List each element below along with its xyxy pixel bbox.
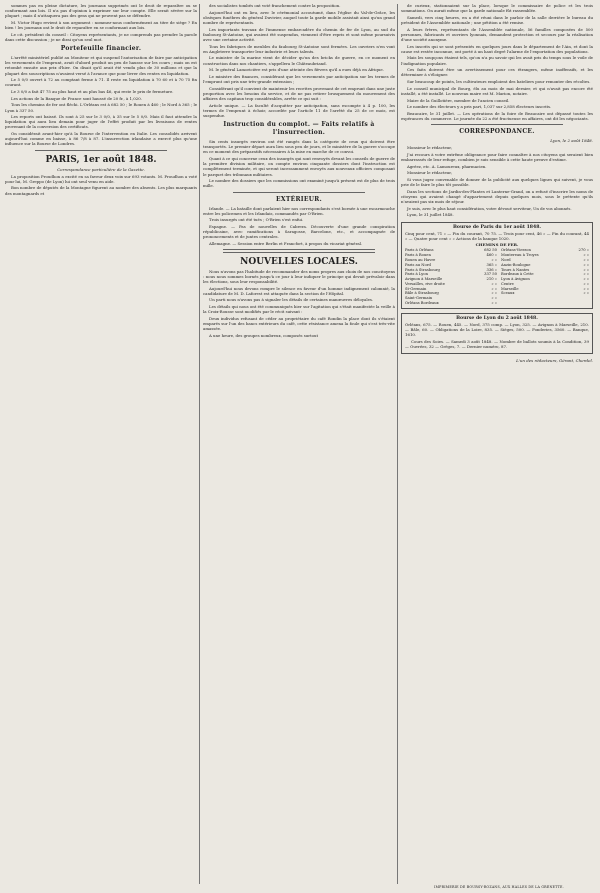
chemin-value: » » (491, 286, 497, 291)
chemin-name: St-Germain (405, 286, 427, 291)
chemin-name: Anzin-Boulogne (501, 262, 531, 267)
section-heading-exterieur: EXTÉRIEUR. (276, 195, 322, 203)
signature: L'un des rédacteurs, Gérant, Cherdel. (516, 357, 593, 363)
chemin-name: Bâle à Strasbourg (405, 291, 439, 296)
paragraph: Beaucaire, le 31 juillet. — Les opérations de la foire de Beaucaire ont dépassé toutes les espérances du commerce. Le journée du 22 a été fructueuse en affaires, ont dit les négociants. (401, 110, 593, 121)
paragraph: Les actions de la Banque de France sont haussé de 20 fr., à 1,020. (11, 95, 142, 101)
paragraph: des socialistes tombés ont voté franchement contre la proposition. (209, 3, 341, 8)
paragraph: M. Victor Hugo revient à son argument : nommez-nous conformément au titre de siège ? En bien ! les journaux ont le droit de reparaître en se conformant aux lois. (5, 19, 197, 31)
chemin-value: 270 » (578, 248, 589, 253)
chemin-name: Orléans Bordeaux (405, 301, 439, 306)
paragraph: Le nombre des dossiers que les commissions ont examiné jusqu'à présent est de plus de trois mille. (203, 178, 395, 189)
chemin-value: » » (583, 286, 589, 291)
paragraph: Espagne. — Pas de nouvelles de Cabrera. Découverte d'une grande conspiration républicaine, avec ramifications à Saragosse, Barcelone, etc., et accompagnée de prononcements et de juntes centrales. (203, 224, 395, 240)
column-1 (5, 3, 197, 885)
chemin-value: » » (583, 253, 589, 258)
paragraph: de curieux, stationnaient sur la place, lorsque le commissaire de police et les trois sommations. On aurait même que la garde nationale fût rassemblée. (401, 3, 593, 14)
paragraph: Considérant qu'il convient de maintenir les recettes provenant de cet emprunt dans une juste proportion avec les besoins du service, et de ne pas retirer brusquement du mouvement des affaires des capitaux trop considérables, arrête ce qui suit : (203, 85, 395, 101)
chemin-name: Tours à Nantes (501, 267, 530, 272)
chemin-value: 460 » (486, 253, 497, 258)
paragraph: Irlande. — La bataille dont parlaient hier nos correspondants s'est bornée à une escarmouche entre les policemen et les Irlandais, commandés par O'Brien. (203, 205, 395, 216)
chemins-right-list (501, 248, 589, 296)
paragraph: La proposition Proudhon a excité en sa faveur deux voix sur 693 votants. M. Proudhon a voté pour lui, M. Greppo (de Lyon) lui ont seul venu en aide. (5, 173, 197, 184)
chemin-value: 365 » (486, 262, 497, 267)
chemin-value: 337 50 (484, 272, 497, 277)
chemin-value: » » (583, 262, 589, 267)
paragraph: Samedi, vers cinq heures, en a été réuni dans le parloir de la salle derrière le bureau du président de l'Assemblée nationale ; une pétition a été remise. (401, 14, 593, 25)
paragraph: Dans les sections de Jardin-des-Plantes et Lanterne-Grand, on a refusé d'inscrire les noms de citoyens qui avaient changé d'appartement depuis quelques mois, sous le prétexte qu'ils n'avaient pas six mois de séjour. (401, 188, 593, 205)
chemin-name: Saint-Germain (405, 296, 433, 301)
paragraph: Tous les fabriques de meubles du faubourg St-Antoine sont fermées. Les ouvriers n'en vont en Angleterre transporter leur industrie et leurs talents. (203, 43, 395, 54)
paragraph: Six cents insurgés environ ont été rangés dans la catégorie de ceux qui doivent être transportés. Le premier départ aura lieu sous peu de jours, et le ministère de la guerre s'occupe en ce moment des préparatifs nécessaires à la mise en marche de ce convoi. (203, 139, 395, 155)
chemin-value: » » (583, 272, 589, 277)
chemin-name: Montereau à Troyes (501, 253, 539, 258)
chemin-value: 336 » (486, 267, 497, 272)
paragraph: Le 3 0/0 a fait 47 75 au plus haut et au plus bas 46, qui reste le prix de fermeture. (11, 89, 174, 95)
paragraph: Les reports ont baissé. Ils sont à 25 sur le 3 0/0, à 35 sur le 5 0/0. Mais il faut attendre la liquidation qui aura lieu demain pour juger de l'effet produit par les livraisons de rentes provenant de la conversion des certificats. (5, 114, 197, 130)
chemin-value: » » (583, 281, 589, 286)
paragraph: Le conseil municipal de Bourg, élu au mois de mai dernier, et qui n'avait pas encore été installé, a été installé. Le nouveau maire est M. Marion, notaire. (401, 85, 593, 96)
paragraph: Les importants travaux de l'immense embarcadère du chemin de fer de Lyon, au sud du faubourg St-Antoine, qui avaient été suspendus, viennent d'être repris et sont même poursuivis avec une certaine activité. (203, 26, 395, 42)
chemin-name: Nord (501, 257, 511, 262)
paragraph: sommes pas en pleine dictature, les journaux supprimés ont le droit de reparaître ou se conformant aux lois. Il n'a pas d'opinion à exprimer sur leur compte. Elle serait sévère sur la plupart ; mais il n'attaquera pas des gens qui ne peuvent pas se défendre. (5, 3, 197, 19)
chemin-value: » » (583, 291, 589, 296)
paragraph: Le nombre des électeurs y a pris part, 1,037 sur 2,858 électeurs inscrits. (407, 104, 552, 110)
paragraph: Tous les chemins de fer ont fléchi. L'Orléans est à 682 50 ; le Rouen à 460 ; le Nord à 365 ; le Lyon à 337 50. (5, 102, 197, 113)
paragraph: Maire de la Guillotière, membre de l'ancien conseil. (407, 97, 510, 103)
paragraph: A une heure, des groupes nombreux, composés surtout (209, 332, 319, 338)
chemin-value: » » (491, 296, 497, 301)
section-heading-correspondance: CORRESPONDANCE. (459, 128, 535, 136)
paragraph: M. le général Lamoricière est pris d'une atteinte des fièvres qu'il a eues déjà en Afrique. (209, 67, 384, 73)
chemin-name: Bordeaux à Cette (501, 272, 534, 277)
chemin-value: » » (491, 281, 497, 286)
paragraph: Aujourd'hui nous devons rompre le silence en faveur d'un homme indignement calomnié, la candidature de M. D. Laforest est attaquée dans la section de l'Hôpital. (203, 285, 395, 296)
chemin-value: » » (491, 301, 497, 306)
paragraph: Lyon, le 31 juillet 1848. (407, 212, 454, 218)
divider (431, 124, 563, 125)
paragraph: Sur beaucoup de points, les cultivateurs emploient des bateliers pour remonter des récoltes. (407, 79, 591, 85)
chemin-name: Paris au Nord (405, 262, 431, 267)
paragraph: Les détails qui nous ont été communiqués hier sur l'agitation qui s'était manifestée la veille à la Croix-Rousse sont modifiés par le récit suivant : (203, 304, 395, 315)
subheading: Correspondance particulière de la Gazette. (57, 166, 145, 172)
paragraph: Article unique. — La faculté d'acquitter par anticipation, sans escompte à 4 p. 100, les termes de l'emprunt à échoir, accordée par l'article 11 de l'arrêté du 25 de ce mois, est suspendue. (203, 102, 395, 118)
paragraph: Monsieur le rédacteur, (407, 145, 452, 151)
chemins-left-list (405, 248, 497, 306)
chemins-table (405, 248, 589, 306)
chemin-value: » » (583, 277, 589, 282)
chemin-name: Sceaux (501, 291, 515, 296)
chemin-name: Paris à Orléans (405, 248, 434, 253)
paragraph: Bon nombre de députés de la Montagne figurent au nombre des absents. Les plus marquants des montagnards et (5, 185, 197, 196)
chemins-title: CHEMINS DE FER. (475, 242, 519, 248)
paragraph: Les inscrits qui se sont présentés en quelques jours dans le département de l'Ain, et dont la cause est restée inconnue, ont porté à un haut degré l'alarme de l'exportation des populations. (401, 43, 593, 54)
bourse-lyon-quotes: Orléans, 675. — Rouen, 445. — Nord, 375 comp. — Lyon, 325. — Avignon à Marseille, 210. — Bâle, 60. — Obligations de la Loire, 835. — Sièges, 500. — Fonderies, 3560. — Banque, 1610. (405, 321, 589, 338)
paragraph: L'arrêté ministériel publié au Moniteur et qui suspend l'autorisation de faire par anticipation les versements de l'emprunt, avait d'abord produit un peu de hausse sur les cours ; mais on est retombé ensuite aux prix d'hier. On disait qu'il avait été vendu plus de 30 millions et que la plupart des souscriptions n'avaient versé à l'avance que pour livrer des rentes en liquidation. (5, 55, 197, 76)
section-heading-paris: PARIS, 1er août 1848. (45, 154, 157, 165)
paragraph: Le cit. président du conseil : Citoyens représentants, je ne comprends pas prendre la parole dans cette discussion ; je ne dirai qu'un seul mot. (5, 31, 197, 42)
chemin-value: » » (491, 291, 497, 296)
column-rule (199, 4, 200, 884)
chemin-name: Marseille (501, 286, 519, 291)
paragraph: Si vous jugez convenable de donner de la publicité aux quelques lignes qui suivent, je vous prie de le faire le plus tôt possible. (401, 176, 593, 188)
paragraph: Nous n'avons pas l'habitude de recommander des noms propres aux choix de nos concitoyens : nous nous sommes bornés jusqu'à ce jour à leur indiquer le principe qui devait prévaloir dans les élections, sous leur responsabilité. (203, 268, 395, 284)
chemin-name: Paris à Lyon (405, 272, 428, 277)
column-3 (401, 3, 593, 885)
section-heading-instruction: Instruction du complot. — Faits relatifs à l'insurrection. (223, 121, 375, 137)
paragraph: Allemagne. — Session entre Berlin et Francfort, à propos du vicariat général. (209, 240, 363, 246)
paragraph: J'ai recours à votre extrême obligeance pour faire connaître à nos citoyens qui seraient bien embarrassés de leur refuge, combien je suis sensible à cette haute preuve d'estime. (401, 151, 593, 162)
column-rule (397, 4, 398, 884)
chemin-name: Orléans-Vierzon (501, 248, 531, 253)
column-2 (203, 3, 395, 885)
paragraph: Deux individus refusant de céder au propriétaire du café Rondin la place dont ils s'étaient emparés sur l'un des bancs extérieurs du café, cette résistance amena la foule qui s'est très-vite amassée. (203, 315, 395, 332)
section-heading-finance: Portefeuille financier. (60, 45, 142, 53)
paragraph: Mais les soupçons étaient tels, qu'on n'a pu savoir qui les avait pris du temps sous le voile de l'indignation populaire. (401, 55, 593, 66)
chemin-name: Paris à Rouen (405, 253, 431, 258)
divider (223, 249, 375, 253)
chemin-value: 210 » (486, 277, 497, 282)
bourse-paris-box (401, 222, 593, 309)
paragraph: Le ministre de la marine vient de décider qu'un des bricks de guerre, en ce moment en construction dans nos chantiers, s'appellera le Châteaubriand. (203, 55, 395, 66)
bourse-paris-title: Bourse de Paris du 1er août 1848. (453, 224, 541, 230)
paragraph: Monsieur le rédacteur, (407, 170, 452, 176)
paragraph: Je suis, avec le plus haut considération, votre dévoué serviteur, Un de vos abonnés. (407, 205, 572, 211)
paragraph: A leurs frères, représentants de l'Assemblée nationale, 56 familles composées de 500 personnes, fabricants et ouvriers lyonnais, demandent protection et secours par la réalisation d'une société anonyme. (401, 26, 593, 42)
chemin-row (501, 291, 589, 296)
paragraph: Agréez, etc. A. Lamoureux, pharmacien. (407, 163, 487, 169)
bourse-paris-quotes: Cinq pour cent, 71 » — Fin du courant, 70 75. — Trois pour cent, 46 » — Fin du courant, 44 » — Quatre pour cent » » Actions de la banque 1020. (405, 230, 589, 241)
divider (233, 192, 365, 193)
soies-quotes: Cours des Soies. — Samedi 3 août 1848. — Nombre de ballots soumis à la Condition, 39 — Ouvrées, 32 — Grèges, 7. — Dernier numéro, 87. (405, 338, 589, 349)
paragraph: Trois insurgés ont été tués ; O'Brien s'est enfui. (209, 217, 304, 223)
printer-imprint: IMPRIMERIE DE BOURSY-ROZANS, AUX HALLES DE LA GRENETTE. (434, 885, 564, 889)
chemin-value: » » (491, 257, 497, 262)
chemin-name: Centre (501, 281, 514, 286)
chemin-name: Versailles, rive droite (405, 281, 445, 286)
chemin-value: » » (583, 267, 589, 272)
chemin-name: Paris à Strasbourg (405, 267, 440, 272)
bourse-lyon-title: Bourse de Lyon du 2 août 1848. (456, 315, 538, 321)
paragraph: Le ministre des finances, considérant que les versements par anticipation sur les termes de l'emprunt ont pris une très-grande extension ; (203, 73, 395, 85)
paragraph: Quant à ce qui concerne ceux des insurgés qui sont renvoyés devant les conseils de guerre de la première division militaire, on compte environ cinquante dossiers dont l'instruction est complètement terminée, et qui seront incessamment envoyés aux nouveaux officiers composant le parquet des tribunaux militaires. (203, 156, 395, 177)
paragraph: Ces faits doivent être un avertissement pour ces étrangers, même inoffensifs, et les déterminer à s'éloigner. (401, 67, 593, 78)
chemin-row (405, 301, 497, 306)
chemin-name: Lyon à Avignon (501, 277, 530, 282)
chemin-name: Rouen au Havre (405, 257, 436, 262)
paragraph: Aujourd'hui ont eu lieu, avec le cérémonial accoutumé, dans l'église du Val-de-Grâce, les obsèques funèbres du général Duvivier, auquel toute la garde mobile assistait ainsi qu'un grand nombre de représentants. (203, 9, 395, 25)
section-heading-locales: NOUVELLES LOCALES. (240, 256, 358, 267)
bourse-lyon-box (401, 313, 593, 354)
divider (35, 150, 167, 151)
paragraph: On considérait avant-hier qu'à la Bourse de l'intervention en Italie. Les consolidés arrivent aujourd'hui comme en baisse, à 86 7/8 à 87. L'insurrection irlandaise a exercé plus qu'une influence sur la Bourse de Londres. (5, 131, 197, 147)
chemin-name: Avignon à Marseille (405, 277, 443, 282)
chemin-value: » » (583, 257, 589, 262)
paragraph: Un parti nous n'avons pas à signaler les détails de certaines manœuvres déloyales. (209, 297, 374, 303)
paragraph: Le 5 0/0 ouvert à 72 au comptant ferme à 71. Il reste en liquidation à 70 60 et à 70 75 fin courant. (5, 77, 197, 88)
dateline: Lyon, le 2 août 1848. (550, 138, 593, 144)
chemin-value: 682 50 (484, 248, 497, 253)
